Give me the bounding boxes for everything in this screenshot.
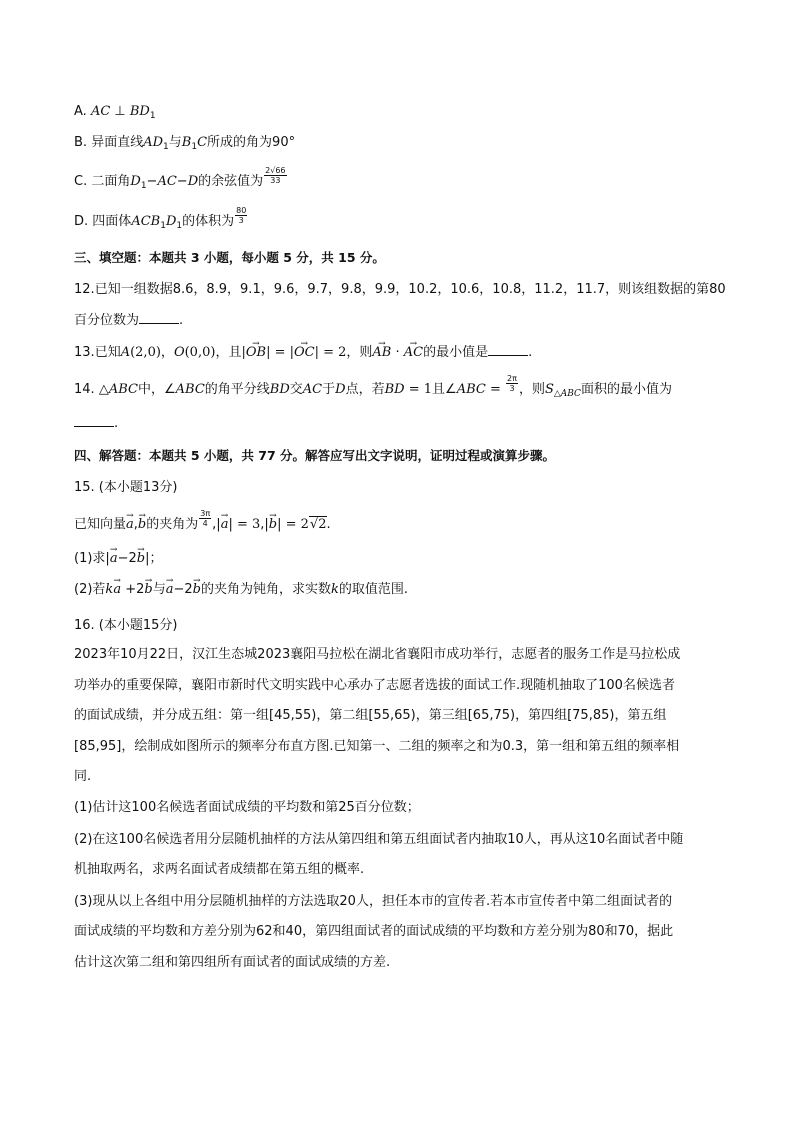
q16-part-3-line-3: 估计这次第二组和第四组所有面试者的面试成绩的方差.: [74, 955, 391, 970]
q15-fraction: $\frac{3\pi}{4}$: [200, 509, 211, 528]
option-c: C. 二面角$D_1-AC-D$的余弦值为 $\frac{2√66}{33}$: [74, 166, 286, 191]
q12-line-1: 12.已知一组数据8.6，8.9，9.1，9.6，9.7，9.8，9.9，10.2，10.6，10.8，11.2，11.7，则该组数据的第80: [74, 282, 726, 297]
q16-part-3-line-2: 面试成绩的平均数和方差分别为62和40，第四组面试者的面试成绩的平均数和方差分别为80和70，据此: [74, 924, 674, 939]
section-4-heading: 四、解答题：本题共 5 小题，共 77 分。解答应写出文字说明，证明过程或演算步骤。: [74, 448, 556, 463]
q15-part-1: (1)求|→ a−2→ b|；: [74, 550, 162, 568]
option-d-fraction: $\frac{80}{3}$: [236, 206, 247, 225]
q16-part-1: (1)估计这100名候选者面试成绩的平均数和第25百分位数；: [74, 800, 420, 815]
answer-blank[interactable]: [488, 343, 528, 356]
q12-line-2: 百分位数为 .: [74, 313, 184, 328]
option-d: D. 四面体$ACB_1D_1$的体积为 $\frac{80}{3}$: [74, 206, 247, 231]
q13: 13.已知A(2,0)，O(0,0)，且|→ OB| = |→ OC| = 2，则→ AB · → AC的最小值是 .: [74, 343, 532, 362]
q16-title: 16. (本小题15分): [74, 618, 178, 633]
q16-para-line-4: [85,95]，绘制成如图所示的频率分布直方图.已知第一、二组的频率之和为0.3，第一组和第五组的频率相: [74, 739, 680, 754]
q16-para-line-5: 同.: [74, 769, 92, 784]
q14-line-1: 14. △ABC中，∠ABC的角平分线BD交AC于D点，若BD = 1且∠ABC = $\frac{2\pi}{3}$ ，则$S_{\triangle ABC}$面积的最小值为: [74, 374, 672, 399]
option-b-label: B.: [74, 135, 88, 150]
option-c-fraction: $\frac{2√66}{33}$: [265, 166, 286, 185]
option-c-label: C.: [74, 174, 88, 189]
q15-stem: 已知向量→ a,→ b的夹角为 $\frac{3\pi}{4}$ ,|→ a| = 3,|→ b| = 2√2.: [74, 515, 331, 534]
option-d-label: D.: [74, 214, 89, 229]
option-a-label: A.: [74, 104, 87, 119]
q16-part-2-line-1: (2)在这100名候选者用分层随机抽样的方法从第四组和第五组面试者内抽取10人，再从这10名面试者中随: [74, 832, 684, 847]
q16-part-2-line-2: 机抽取两名，求两名面试者成绩都在第五组的概率.: [74, 862, 365, 877]
q16-para-line-2: 功举办的重要保障，襄阳市新时代文明实践中心承办了志愿者选拔的面试工作.现随机抽取了100名候选者: [74, 678, 675, 693]
q15-part-2: (2)若k→ a +2→ b与→ a−2→ b的夹角为钝角，求实数k的取值范围.: [74, 581, 408, 599]
option-b-angle: 90°: [272, 135, 296, 150]
q16-part-3-line-1: (3)现从以上各组中用分层随机抽样的方法选取20人，担任本市的宣传者.若本市宣传者中第二组面试者的: [74, 894, 673, 909]
q16-para-line-1: 2023年10月22日，汉江生态城2023襄阳马拉松在湖北省襄阳市成功举行，志愿者的服务工作是马拉松成: [74, 647, 681, 662]
q14-line-2: .: [74, 414, 118, 433]
option-b: B. 异面直线$AD_1$与$B_1C$所成的角为90°: [74, 135, 296, 152]
answer-blank[interactable]: [139, 311, 179, 324]
section-3-heading: 三、填空题：本题共 3 小题，每小题 5 分，共 15 分。: [74, 250, 385, 265]
q15-title: 15. (本小题13分): [74, 480, 178, 495]
q14-fraction: $\frac{2\pi}{3}$: [507, 374, 517, 393]
q16-para-line-3: 的面试成绩，并分成五组：第一组[45,55)，第二组[55,65)，第三组[65,75)，第四组[75,85)，第五组: [74, 708, 667, 723]
option-a: A. AC ⊥ $BD_1$: [74, 104, 156, 121]
answer-blank[interactable]: [74, 414, 114, 427]
